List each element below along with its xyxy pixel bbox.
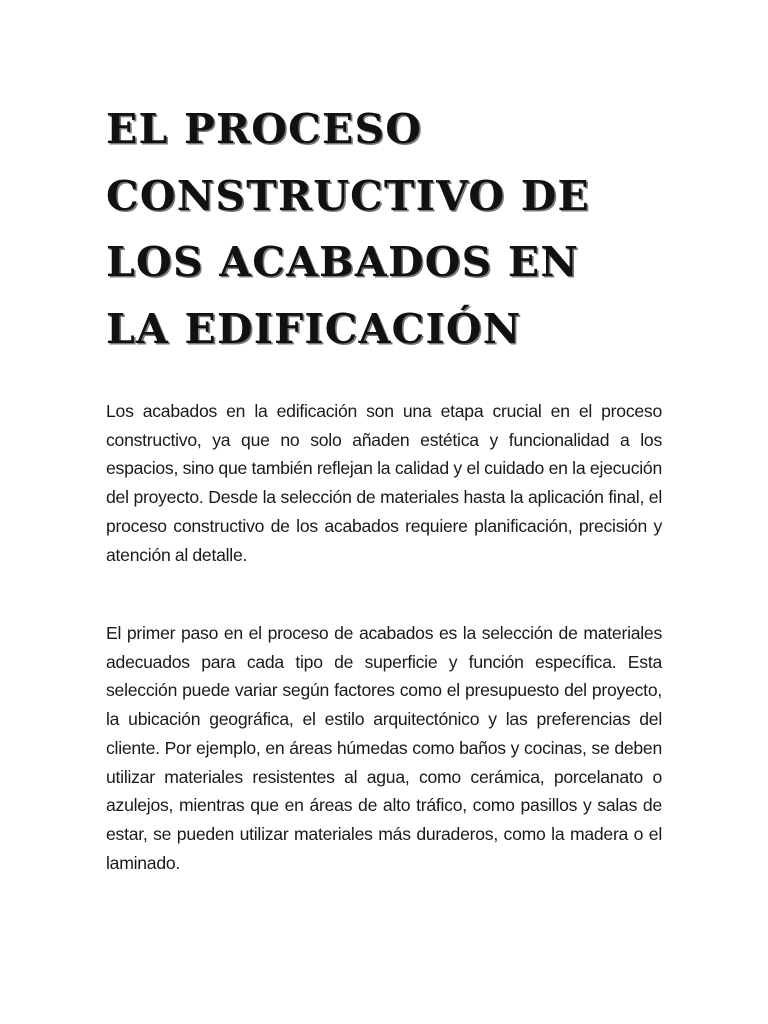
paragraph-intro: Los acabados en la edificación son una etapa crucial en el proceso constructivo, ya que no solo añaden estética y funcionalidad a los espacios, sino que también reflejan la calidad y el cuidado en la ejecución del proyecto. Desde la selección de materiales hasta la aplicación final, el proceso constructivo de los acabados requiere planificación, precisión y atención al detalle. <box>106 401 662 565</box>
document-title: EL PROCESO CONSTRUCTIVO DE LOS ACABADOS EN LA EDIFICACIÓN <box>106 105 590 353</box>
paragraph-materials: El primer paso en el proceso de acabados es la selección de materiales adecuados para cada tipo de superficie y función específica. Esta selección puede variar según factores como el presupuesto del proyecto, la ubicación geográfica, el estilo arquitectónico y las preferencias del cliente. Por ejemplo, en áreas húmedas como baños y cocinas, se deben utilizar materiales resistentes al agua, como cerámica, porcelanato o azulejos, mientras que en áreas de alto tráfico, como pasillos y salas de estar, se pueden utilizar materiales más duraderos, como la madera o el laminado. <box>106 623 662 873</box>
